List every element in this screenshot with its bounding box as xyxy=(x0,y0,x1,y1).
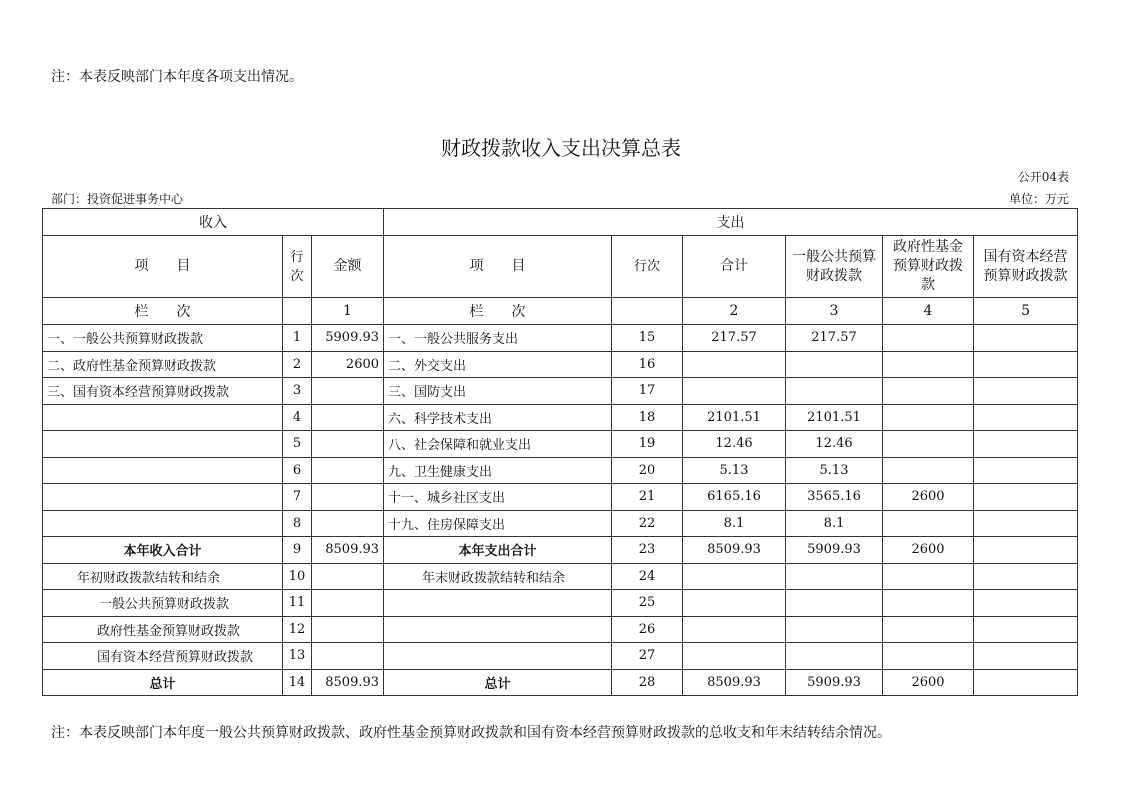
total-cell xyxy=(683,351,786,378)
table-row xyxy=(43,590,1078,617)
lan-3: 3 xyxy=(786,298,883,325)
income-lan-empty xyxy=(283,298,312,325)
expense-item-cell: 十九、住房保障支出 xyxy=(384,510,612,537)
income-item-header: 项 目 xyxy=(43,236,283,298)
fund-budget-cell xyxy=(883,616,974,643)
income-row-no-cell: 14 xyxy=(283,669,312,696)
table-row xyxy=(43,351,1078,378)
general-budget-cell xyxy=(786,563,883,590)
total-cell xyxy=(683,616,786,643)
table-row xyxy=(43,669,1078,696)
amount-header: 金额 xyxy=(312,236,384,298)
income-item-cell: 三、国有资本经营预算财政拨款 xyxy=(43,378,283,405)
total-cell: 8509.93 xyxy=(683,537,786,564)
expense-row-no-cell: 18 xyxy=(612,404,683,431)
income-item-cell: 年初财政拨款结转和结余 xyxy=(43,563,283,590)
expense-item-cell: 总计 xyxy=(384,669,612,696)
general-budget-cell xyxy=(786,643,883,670)
income-item-cell: 一般公共预算财政拨款 xyxy=(43,590,283,617)
income-item-cell xyxy=(43,457,283,484)
expense-row-no-cell: 19 xyxy=(612,431,683,458)
income-row-no-header: 行次 xyxy=(283,236,312,298)
income-amount-cell xyxy=(312,590,384,617)
income-amount-cell xyxy=(312,563,384,590)
expense-item-cell: 一、一般公共服务支出 xyxy=(384,325,612,352)
state-capital-cell xyxy=(974,351,1078,378)
fund-budget-cell: 2600 xyxy=(883,537,974,564)
fund-budget-cell xyxy=(883,325,974,352)
income-item-cell: 政府性基金预算财政拨款 xyxy=(43,616,283,643)
income-item-cell xyxy=(43,431,283,458)
income-amount-cell xyxy=(312,431,384,458)
column-number-row xyxy=(43,298,1078,325)
fund-budget-cell xyxy=(883,351,974,378)
table-row xyxy=(43,537,1078,564)
income-item-cell xyxy=(43,510,283,537)
fund-budget-cell xyxy=(883,510,974,537)
state-capital-cell xyxy=(974,616,1078,643)
state-capital-cell xyxy=(974,537,1078,564)
expense-row-no-cell: 28 xyxy=(612,669,683,696)
table-row xyxy=(43,404,1078,431)
total-cell: 8.1 xyxy=(683,510,786,537)
total-cell xyxy=(683,563,786,590)
income-amount-cell xyxy=(312,616,384,643)
income-amount-cell: 8509.93 xyxy=(312,669,384,696)
expense-item-cell: 二、外交支出 xyxy=(384,351,612,378)
state-capital-cell xyxy=(974,643,1078,670)
income-row-no-cell: 3 xyxy=(283,378,312,405)
table-row xyxy=(43,431,1078,458)
income-row-no-cell: 1 xyxy=(283,325,312,352)
income-row-no-cell: 9 xyxy=(283,537,312,564)
total-header: 合计 xyxy=(683,236,786,298)
expense-row-no-header: 行次 xyxy=(612,236,683,298)
income-row-no-cell: 4 xyxy=(283,404,312,431)
fund-budget-cell xyxy=(883,378,974,405)
income-row-no-cell: 8 xyxy=(283,510,312,537)
table-row xyxy=(43,457,1078,484)
fund-budget-cell xyxy=(883,590,974,617)
fund-budget-cell xyxy=(883,563,974,590)
state-capital-cell xyxy=(974,590,1078,617)
fund-budget-cell: 2600 xyxy=(883,484,974,511)
state-capital-cell xyxy=(974,510,1078,537)
expense-row-no-cell: 26 xyxy=(612,616,683,643)
income-row-no-cell: 10 xyxy=(283,563,312,590)
income-row-no-cell: 5 xyxy=(283,431,312,458)
total-cell: 12.46 xyxy=(683,431,786,458)
expense-lan-label: 栏 次 xyxy=(384,298,612,325)
total-cell: 2101.51 xyxy=(683,404,786,431)
income-row-no-cell: 7 xyxy=(283,484,312,511)
state-capital-cell xyxy=(974,325,1078,352)
table-row xyxy=(43,484,1078,511)
income-group-header: 收入 xyxy=(43,209,384,236)
table-row xyxy=(43,510,1078,537)
income-amount-cell: 2600 xyxy=(312,351,384,378)
general-budget-cell xyxy=(786,378,883,405)
department-label: 部门：投资促进事务中心 xyxy=(51,192,184,206)
total-cell: 217.57 xyxy=(683,325,786,352)
expense-item-cell: 六、科学技术支出 xyxy=(384,404,612,431)
total-cell xyxy=(683,378,786,405)
expense-item-cell: 三、国防支出 xyxy=(384,378,612,405)
income-item-cell: 国有资本经营预算财政拨款 xyxy=(43,643,283,670)
state-capital-cell xyxy=(974,431,1078,458)
expense-row-no-cell: 23 xyxy=(612,537,683,564)
expense-item-cell xyxy=(384,590,612,617)
state-capital-header: 国有资本经营预算财政拨款 xyxy=(974,236,1078,298)
unit-label: 单位：万元 xyxy=(1008,192,1069,206)
table-row xyxy=(43,563,1078,590)
state-capital-cell xyxy=(974,404,1078,431)
state-capital-cell xyxy=(974,378,1078,405)
page-title: 财政拨款收入支出决算总表 xyxy=(441,136,681,160)
income-amount-cell: 8509.93 xyxy=(312,537,384,564)
expense-item-cell: 本年支出合计 xyxy=(384,537,612,564)
lan-2: 2 xyxy=(683,298,786,325)
expense-row-no-cell: 25 xyxy=(612,590,683,617)
expense-row-no-cell: 27 xyxy=(612,643,683,670)
general-budget-cell xyxy=(786,590,883,617)
form-code: 公开04表 xyxy=(1017,170,1069,184)
total-cell: 6165.16 xyxy=(683,484,786,511)
general-budget-cell: 5909.93 xyxy=(786,669,883,696)
expense-lan-empty xyxy=(612,298,683,325)
expense-group-header: 支出 xyxy=(384,209,1078,236)
income-amount-cell xyxy=(312,484,384,511)
general-budget-cell: 2101.51 xyxy=(786,404,883,431)
income-item-cell xyxy=(43,404,283,431)
expense-row-no-cell: 16 xyxy=(612,351,683,378)
income-amount-cell xyxy=(312,378,384,405)
income-item-cell: 本年收入合计 xyxy=(43,537,283,564)
income-item-cell: 总计 xyxy=(43,669,283,696)
income-row-no-cell: 2 xyxy=(283,351,312,378)
general-budget-cell xyxy=(786,351,883,378)
fund-budget-cell xyxy=(883,431,974,458)
state-capital-cell xyxy=(974,669,1078,696)
expense-item-header: 项 目 xyxy=(384,236,612,298)
table-row xyxy=(43,616,1078,643)
expense-item-cell: 九、卫生健康支出 xyxy=(384,457,612,484)
state-capital-cell xyxy=(974,563,1078,590)
general-budget-cell: 5.13 xyxy=(786,457,883,484)
table-row xyxy=(43,325,1078,352)
income-row-no-cell: 11 xyxy=(283,590,312,617)
expense-row-no-cell: 15 xyxy=(612,325,683,352)
total-cell: 8509.93 xyxy=(683,669,786,696)
fund-budget-cell xyxy=(883,457,974,484)
general-budget-cell: 217.57 xyxy=(786,325,883,352)
expense-item-cell xyxy=(384,616,612,643)
general-budget-cell xyxy=(786,616,883,643)
bottom-note: 注：本表反映部门本年度一般公共预算财政拨款、政府性基金预算财政拨款和国有资本经营预算财政拨款的总收支和年末结转结余情况。 xyxy=(51,725,891,741)
fund-budget-cell: 2600 xyxy=(883,669,974,696)
state-capital-cell xyxy=(974,484,1078,511)
general-budget-cell: 12.46 xyxy=(786,431,883,458)
expense-row-no-cell: 21 xyxy=(612,484,683,511)
expense-item-cell: 八、社会保障和就业支出 xyxy=(384,431,612,458)
expense-item-cell: 年末财政拨款结转和结余 xyxy=(384,563,612,590)
total-cell xyxy=(683,590,786,617)
general-budget-header: 一般公共预算财政拨款 xyxy=(786,236,883,298)
expense-row-no-cell: 22 xyxy=(612,510,683,537)
fund-budget-cell xyxy=(883,643,974,670)
general-budget-cell: 3565.16 xyxy=(786,484,883,511)
table-row xyxy=(43,378,1078,405)
total-cell: 5.13 xyxy=(683,457,786,484)
income-item-cell: 二、政府性基金预算财政拨款 xyxy=(43,351,283,378)
lan-5: 5 xyxy=(974,298,1078,325)
budget-table xyxy=(42,208,1078,696)
general-budget-cell: 8.1 xyxy=(786,510,883,537)
expense-row-no-cell: 20 xyxy=(612,457,683,484)
header-group-row xyxy=(43,209,1078,236)
top-note: 注：本表反映部门本年度各项支出情况。 xyxy=(51,69,303,85)
general-budget-cell: 5909.93 xyxy=(786,537,883,564)
fund-budget-header: 政府性基金预算财政拨款 xyxy=(883,236,974,298)
income-lan-label: 栏 次 xyxy=(43,298,283,325)
income-amount-cell xyxy=(312,457,384,484)
income-amount-cell: 5909.93 xyxy=(312,325,384,352)
expense-item-cell: 十一、城乡社区支出 xyxy=(384,484,612,511)
lan-4: 4 xyxy=(883,298,974,325)
income-amount-cell xyxy=(312,643,384,670)
table-row xyxy=(43,643,1078,670)
income-row-no-cell: 12 xyxy=(283,616,312,643)
income-row-no-cell: 13 xyxy=(283,643,312,670)
income-item-cell xyxy=(43,484,283,511)
income-row-no-cell: 6 xyxy=(283,457,312,484)
income-amount-cell xyxy=(312,404,384,431)
income-amount-cell xyxy=(312,510,384,537)
fund-budget-cell xyxy=(883,404,974,431)
expense-item-cell xyxy=(384,643,612,670)
income-item-cell: 一、一般公共预算财政拨款 xyxy=(43,325,283,352)
expense-row-no-cell: 17 xyxy=(612,378,683,405)
total-cell xyxy=(683,643,786,670)
lan-1: 1 xyxy=(312,298,384,325)
state-capital-cell xyxy=(974,457,1078,484)
header-columns-row xyxy=(43,236,1078,298)
expense-row-no-cell: 24 xyxy=(612,563,683,590)
